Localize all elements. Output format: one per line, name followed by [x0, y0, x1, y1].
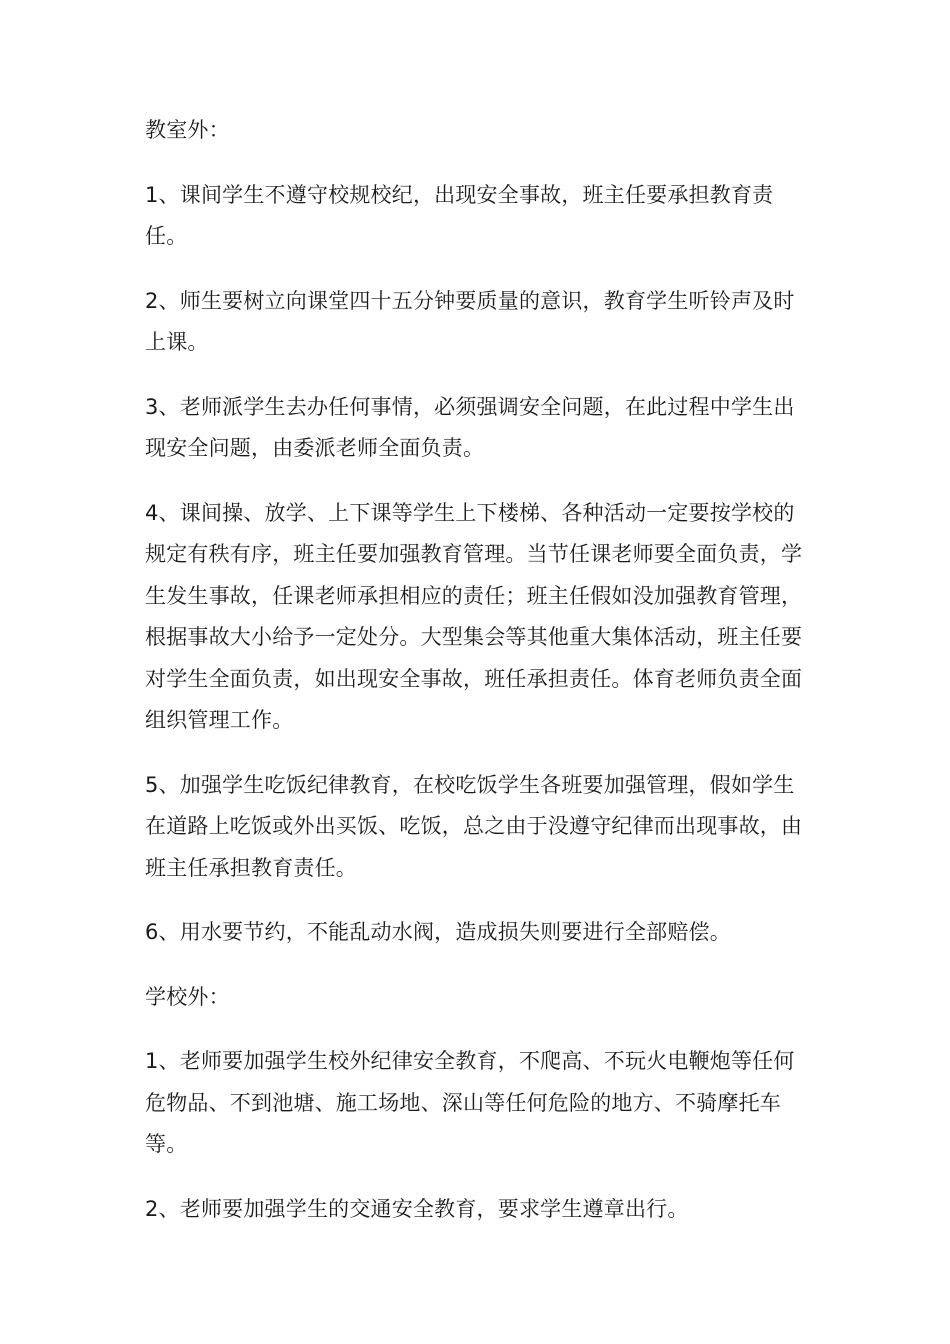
paragraph-inside-3: 3、老师派学生去办任何事情，必须强调安全问题，在此过程中学生出现安全问题，由委派老师全面负责。	[145, 394, 795, 460]
paragraph-inside-5: 5、加强学生吃饭纪律教育，在校吃饭学生各班要加强管理，假如学生在道路上吃饭或外出买饭、吃饭，总之由于没遵守纪律而出现事故，由班主任承担教育责任。	[145, 772, 803, 880]
document-body	[145, 110, 810, 1253]
section-heading-inside-classroom: 教室外：	[145, 118, 230, 142]
paragraph-outside-2: 2、老师要加强学生的交通安全教育，要求学生遵章出行。	[145, 1196, 689, 1221]
paragraph-inside-6: 6、用水要节约，不能乱动水阀，造成损失则要进行全部赔偿。	[145, 920, 731, 944]
paragraph-inside-1: 1、课间学生不遵守校规校纪，出现安全事故，班主任要承担教育责任。	[145, 182, 774, 248]
section-heading-outside-school: 学校外：	[145, 984, 230, 1009]
paragraph-inside-4: 4、课间操、放学、上下课等学生上下楼梯、各种活动一定要按学校的规定有秩有序，班主任要加强教育管理。当节任课老师要全面负责，学生发生事故，任课老师承担相应的责任；班主任假如没加强教育管理，根据事故大小给予一定处分。大型集会等其他重大集体活动，班主任要对学生全面负责，如出现安全事故，班任承担责任。体育老师负责全面组织管理工作。	[145, 500, 803, 732]
paragraph-outside-1: 1、老师要加强学生校外纪律安全教育，不爬高、不玩火电鞭炮等任何危物品、不到池塘、施工场地、深山等任何危险的地方、不骑摩托车等。	[145, 1049, 795, 1156]
paragraph-inside-2: 2、师生要树立向课堂四十五分钟要质量的意识，教育学生听铃声及时上课。	[145, 288, 795, 354]
